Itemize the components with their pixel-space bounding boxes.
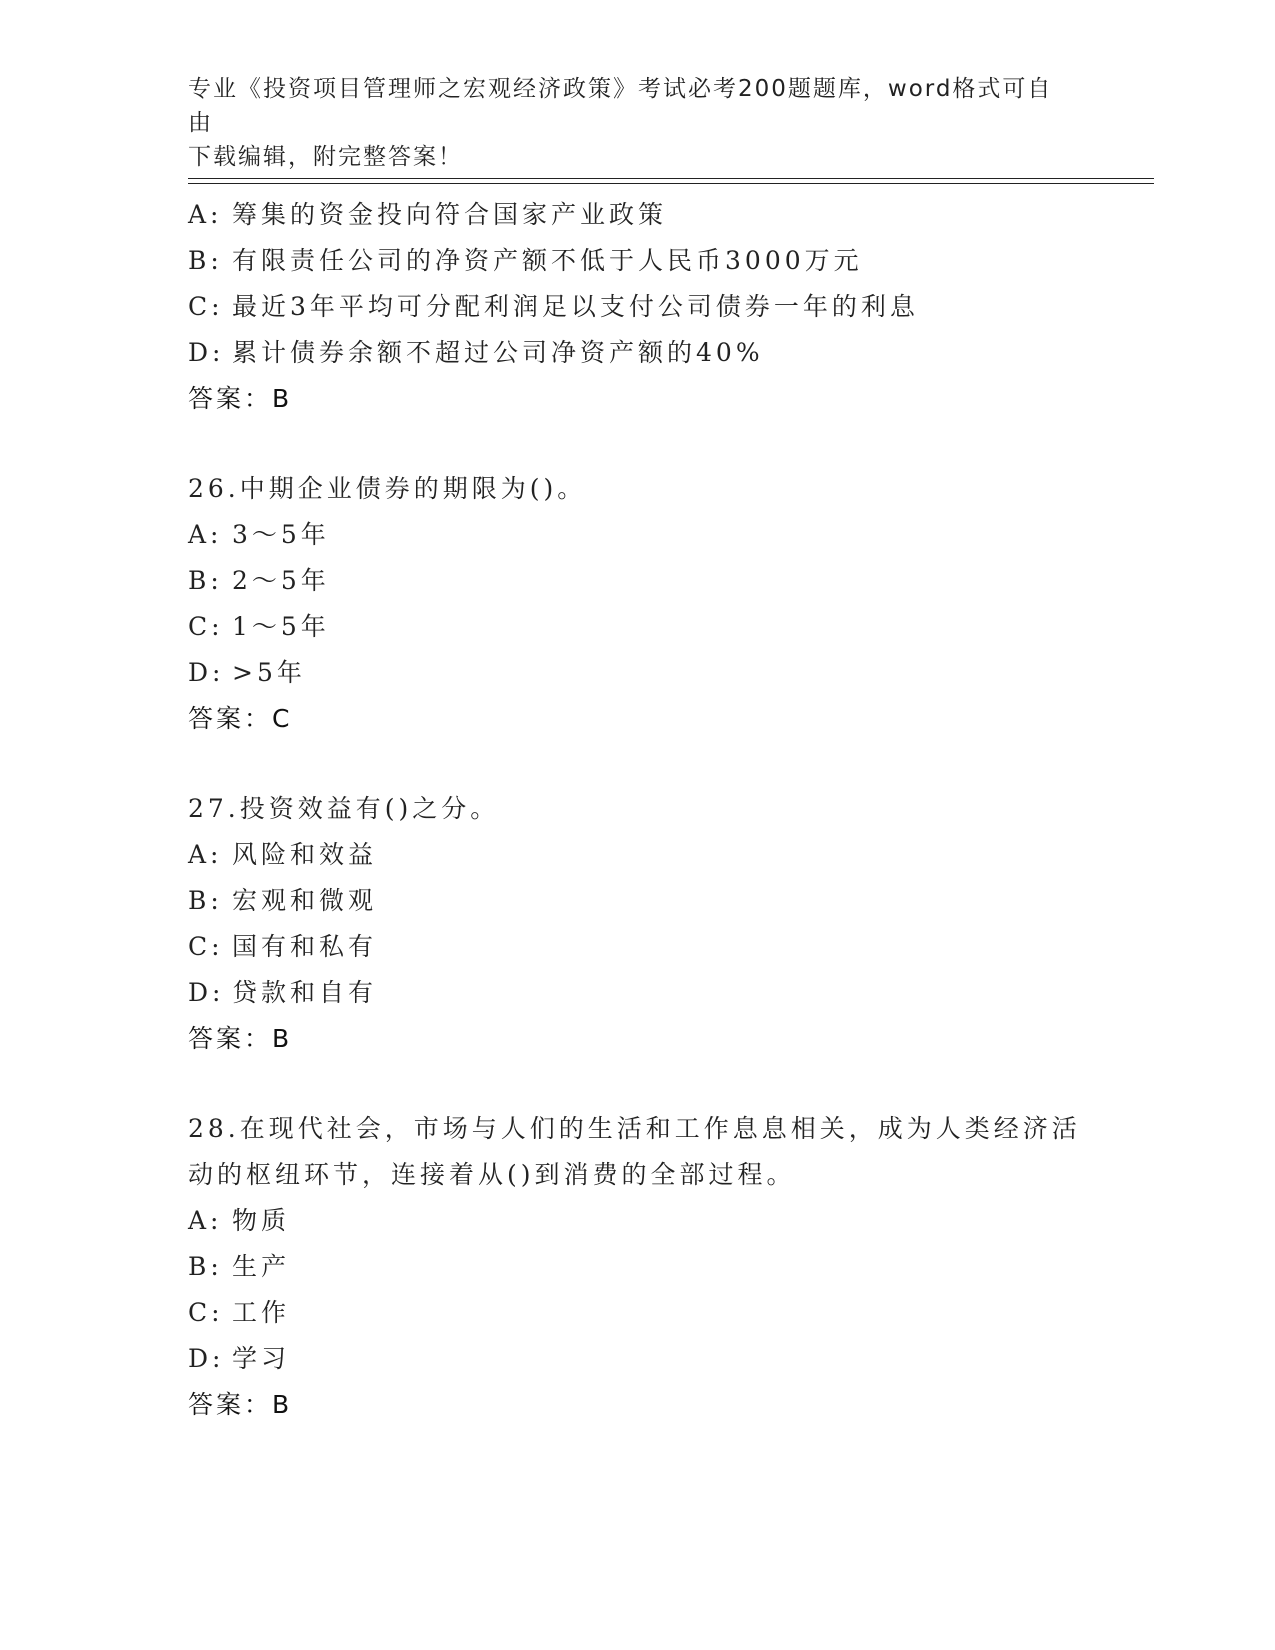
option-c [188, 284, 1148, 330]
header-rule-bottom [188, 183, 1154, 184]
question-stem: 26.中期企业债券的期限为()。 [188, 474, 587, 503]
answer-line: 答案：B [188, 1024, 293, 1053]
option-text: >5年 [232, 658, 306, 687]
option-b [188, 878, 1148, 924]
option-label: D: [188, 338, 225, 367]
question-stem-line-1: 28.在现代社会，市场与人们的生活和工作息息相关，成为人类经济活 [188, 1114, 1081, 1143]
option-label: B: [188, 886, 223, 915]
option-text: 3～5年 [232, 520, 330, 549]
option-b [188, 558, 1148, 604]
option-text: 工作 [232, 1298, 291, 1327]
option-label: D: [188, 658, 225, 687]
question-content [188, 192, 1148, 1428]
option-text: 2～5年 [232, 566, 330, 595]
option-text: 1～5年 [232, 612, 330, 641]
option-d [188, 970, 1148, 1016]
option-c [188, 924, 1148, 970]
option-text: 物质 [232, 1206, 291, 1235]
option-text: 生产 [232, 1252, 291, 1281]
answer-line: 答案：B [188, 384, 293, 413]
option-label: A: [188, 840, 223, 869]
option-label: A: [188, 200, 223, 229]
option-text: 累计债券余额不超过公司净资产额的40% [232, 338, 764, 367]
answer-line: 答案：C [188, 704, 293, 733]
header-line-2: 下载编辑，附完整答案！ [188, 144, 463, 170]
header-rule-top [188, 178, 1154, 179]
question-28 [188, 1106, 1148, 1428]
question-stem-line-2: 动的枢纽环节，连接着从()到消费的全部过程。 [188, 1160, 796, 1189]
option-label: C: [188, 932, 224, 961]
option-text: 学习 [232, 1344, 291, 1373]
option-text: 宏观和微观 [232, 886, 378, 915]
option-text: 有限责任公司的净资产额不低于人民币3000万元 [232, 246, 863, 275]
option-d [188, 330, 1148, 376]
option-a [188, 1198, 1148, 1244]
option-label: B: [188, 1252, 223, 1281]
option-text: 国有和私有 [232, 932, 378, 961]
option-a [188, 192, 1148, 238]
option-text: 贷款和自有 [232, 978, 378, 1007]
header-line-1: 专业《投资项目管理师之宏观经济政策》考试必考200题题库，word格式可自由 [188, 76, 1053, 136]
option-c [188, 604, 1148, 650]
option-label: B: [188, 566, 223, 595]
option-b [188, 1244, 1148, 1290]
answer-line: 答案：B [188, 1390, 293, 1419]
option-label: A: [188, 520, 223, 549]
option-label: C: [188, 292, 224, 321]
option-d [188, 1336, 1148, 1382]
option-label: C: [188, 1298, 224, 1327]
question-25-tail [188, 192, 1148, 422]
question-26 [188, 466, 1148, 742]
option-label: A: [188, 1206, 223, 1235]
option-text: 最近3年平均可分配利润足以支付公司债券一年的利息 [232, 292, 919, 321]
option-a [188, 832, 1148, 878]
option-d [188, 650, 1148, 696]
option-label: C: [188, 612, 224, 641]
option-a [188, 512, 1148, 558]
document-header [188, 72, 1068, 174]
option-b [188, 238, 1148, 284]
option-label: B: [188, 246, 223, 275]
option-label: D: [188, 978, 225, 1007]
option-c [188, 1290, 1148, 1336]
option-text: 筹集的资金投向符合国家产业政策 [232, 200, 668, 229]
option-label: D: [188, 1344, 225, 1373]
question-stem: 27.投资效益有()之分。 [188, 794, 500, 823]
question-27 [188, 786, 1148, 1062]
option-text: 风险和效益 [232, 840, 378, 869]
